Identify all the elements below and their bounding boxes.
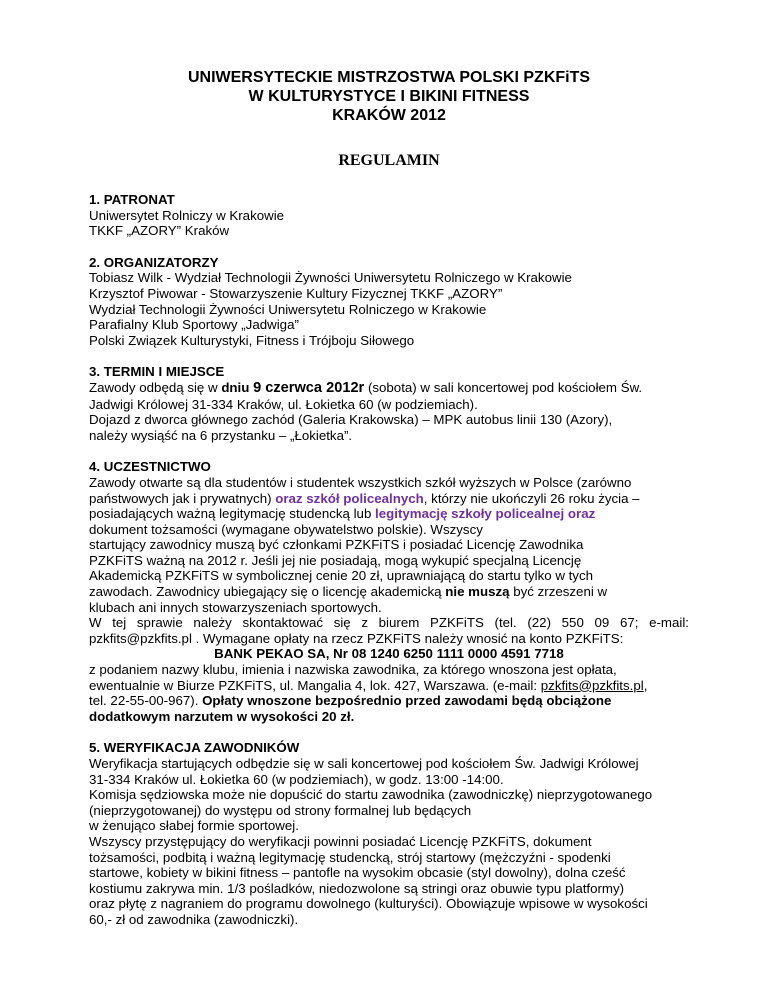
text-line: z podaniem nazwy klubu, imienia i nazwiska zawodnika, za którego wnoszona jest opłata, xyxy=(89,662,617,678)
text-span: ewentualnie w Biurze PZKFiTS, ul. Mangalia 4, lok. 427, Warszawa. (e-mail: xyxy=(89,677,541,693)
section-heading: 5. WERYFIKACJA ZAWODNIKÓW xyxy=(89,740,300,756)
text-line: TKKF „AZORY” Kraków xyxy=(89,223,230,239)
highlight-text: oraz szkół policealnych xyxy=(275,490,424,506)
text-span: państwowych jak i prywatnych) xyxy=(89,490,276,506)
highlight-text: legitymację szkoły policealnej oraz xyxy=(375,506,596,522)
text-span: (sobota) w sali koncertowej pod kościołem Św. xyxy=(364,379,643,395)
text-line: PZKFiTS ważną na 2012 r. Jeśli jej nie posiadają, mogą wykupić specjalną Licencję xyxy=(89,552,582,568)
text-bold: nie muszą xyxy=(445,584,510,600)
text-line: Tobiasz Wilk - Wydział Technologii Żywności Uniwersytetu Rolniczego w Krakowie xyxy=(89,270,572,286)
text-line: Jadwigi Królowej 31-334 Kraków, ul. Łokietka 60 (w podziemiach). xyxy=(89,396,478,412)
text-line: oraz płytę z nagraniem do programu dowolnego (kulturyści). Obowiązuje wpisowe w wysokości xyxy=(89,896,648,912)
section-uczestnictwo xyxy=(89,459,689,724)
text-line: Weryfikacja startujących odbędzie się w sali koncertowej pod kościołem Św. Jadwigi Królowej xyxy=(89,756,639,771)
text-line xyxy=(89,506,689,522)
section-organizatorzy xyxy=(89,255,689,349)
text-line: Wszyscy przystępujący do weryfikacji powinni posiadać Licencję PZKFiTS, dokument xyxy=(89,833,592,849)
section-heading: 2. ORGANIZATORZY xyxy=(89,254,219,270)
text-line: dokument tożsamości (wymagane obywatelstwo polskie). Wszyscy xyxy=(89,521,483,537)
text-line xyxy=(89,491,689,507)
section-heading: 3. TERMIN I MIEJSCE xyxy=(89,364,225,380)
text-line xyxy=(89,693,689,709)
title-line-2: W KULTURYSTYCE I BIKINI FITNESS xyxy=(248,88,530,105)
text-line: W tej sprawie należy skontaktować się z biurem PZKFiTS (tel. (22) 550 09 67; e-mail: xyxy=(89,615,689,631)
text-line: startowe, kobiety w bikini fitness – pantofle na wysokim obcasie (styl dowolny), dolna cześć xyxy=(89,865,626,881)
text-line: Polski Związek Kulturystyki, Fitness i Trójboju Siłowego xyxy=(89,332,415,348)
section-termin xyxy=(89,364,689,443)
email-link[interactable]: pzkfits@pzkfits.pl xyxy=(540,677,644,693)
text-line: startujący zawodnicy muszą być członkami PZKFiTS i posiadać Licencję Zawodnika xyxy=(89,537,584,553)
text-line: w żenująco słabej formie sportowej. xyxy=(89,818,299,834)
text-line xyxy=(89,584,689,600)
text-line: należy wysiąść na 6 przystanku – „Łokietka”. xyxy=(89,427,353,443)
text-line: Parafialny Klub Sportowy „Jadwiga” xyxy=(89,317,299,333)
event-date: 9 czerwca 2012r xyxy=(253,379,365,396)
text-line: klubach ani innych stowarzyszeniach sportowych. xyxy=(89,599,382,615)
text-line xyxy=(89,678,689,694)
title-line-3: KRAKÓW 2012 xyxy=(332,107,446,124)
text-line: kostiumu zakrywa min. 1/3 pośladków, niedozwolone są stringi oraz obuwie typu platformy) xyxy=(89,880,625,896)
text-line: dodatkowym narzutem w wysokości 20 zł. xyxy=(89,708,355,724)
text-line: Akademicką PZKFiTS w symbolicznej cenie 20 zł, uprawniającą do startu tylko w tych xyxy=(89,568,594,584)
section-heading: 1. PATRONAT xyxy=(89,192,175,207)
text-line: 31-334 Kraków ul. Łokietka 60 (w podziemiach), w godz. 13:00 -14:00. xyxy=(89,771,504,787)
section-patronat xyxy=(89,192,689,239)
text-span: tel. 22-55-00-967). xyxy=(89,693,203,709)
text-line: tożsamości, podbitą i ważną legitymację studencką, strój startowy (mężczyźni - spodenki xyxy=(89,849,611,865)
text-span: być zrzeszeni w xyxy=(509,584,608,600)
text-line: Krzysztof Piwowar - Stowarzyszenie Kultury Fizycznej TKKF „AZORY” xyxy=(89,285,503,301)
text-span: posiadających ważną legitymację studencką lub xyxy=(89,506,376,522)
text-span: zawodach. Zawodnicy ubiegający się o licencję akademicką xyxy=(89,584,446,600)
text-line: Dojazd z dworca głównego zachód (Galeria Krakowska) – MPK autobus linii 130 (Azory), xyxy=(89,412,613,428)
section-heading: 4. UCZESTNICTWO xyxy=(89,459,211,475)
text-line: 60,- zł od zawodnika (zawodniczki). xyxy=(89,911,299,927)
text-line: Wydział Technologii Żywności Uniwersytetu Rolniczego w Krakowie xyxy=(89,301,487,317)
text-line: Uniwersytet Rolniczy w Krakowie xyxy=(89,207,285,223)
document-subtitle: REGULAMIN xyxy=(338,152,440,169)
text-line: Komisja sędziowska może nie dopuścić do startu zawodnika (zawodniczkę) nieprzygotowanego xyxy=(89,787,653,803)
text-bold: Opłaty wnoszone bezpośrednio przed zawodami będą obciążone xyxy=(202,693,612,709)
text-line: Zawody otwarte są dla studentów i studentek wszystkich szkół wyższych w Polsce (zarówno xyxy=(89,474,632,490)
text-line xyxy=(89,380,689,397)
bank-account: BANK PEKAO SA, Nr 08 1240 6250 1111 0000 4591 7718 xyxy=(214,646,564,662)
document-page xyxy=(89,68,689,944)
text-bold: dniu xyxy=(221,379,254,395)
text-line: (nieprzygotowanej) do występu od strony formalnej lub będących xyxy=(89,802,472,818)
text-span: Zawody odbędą się w xyxy=(89,379,222,395)
text-span: , xyxy=(643,677,648,693)
section-weryfikacja xyxy=(89,740,689,927)
text-line: pzkfits@pzkfits.pl . Wymagane opłaty na rzecz PZKFiTS należy wnosić na konto PZKFiTS: xyxy=(89,630,624,646)
title-line-1: UNIWERSYTECKIE MISTRZOSTWA POLSKI PZKFiTS xyxy=(187,69,591,86)
text-span: , którzy nie ukończyli 26 roku życia – xyxy=(423,490,640,506)
